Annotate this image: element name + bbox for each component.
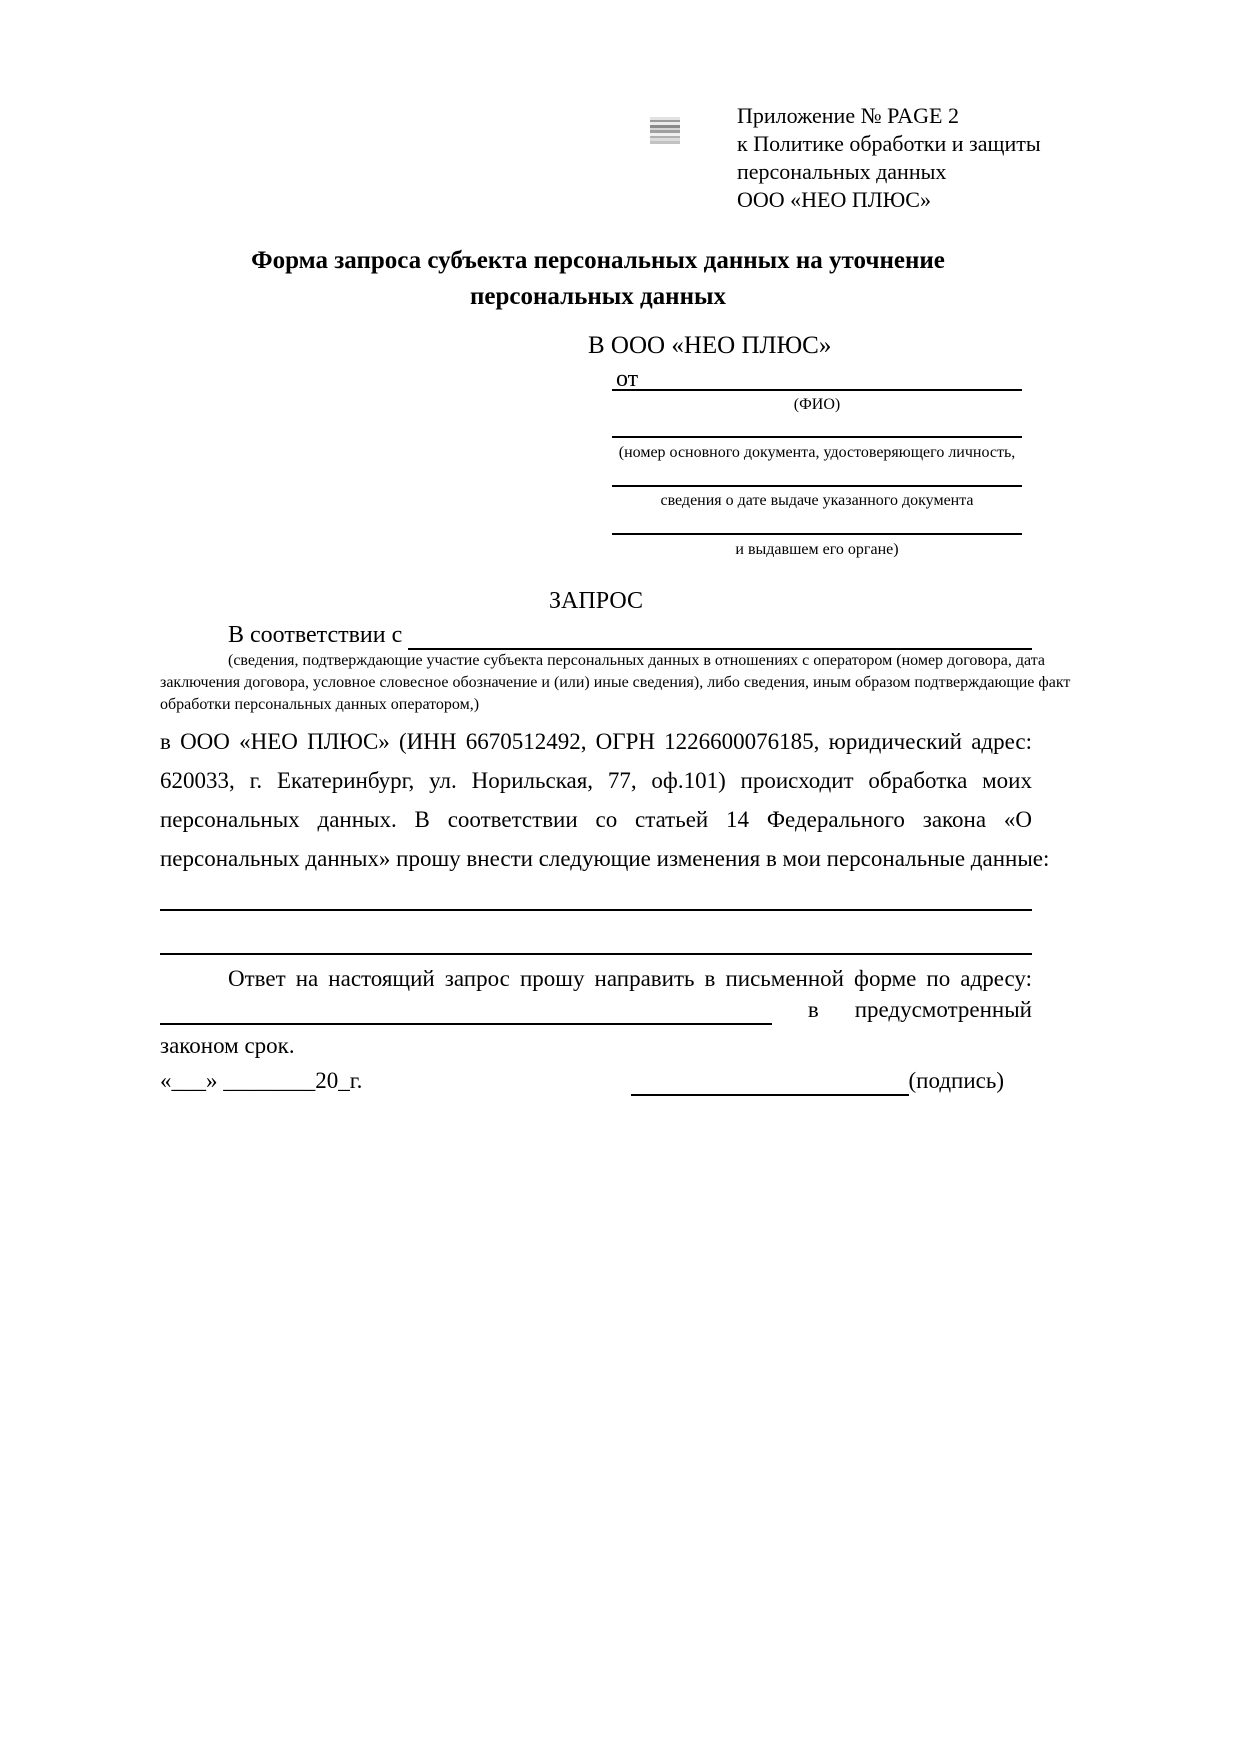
changes-blank-line-2 [160, 953, 1032, 955]
appendix-number-line: Приложение № PAGE 2 [737, 103, 959, 128]
document-title: Форма запроса субъекта персональных данных на уточнение персональных данных [251, 247, 945, 310]
text-line: обработки персональных данных оператором,) [160, 696, 480, 713]
intro-prefix: В соответствии с [228, 622, 403, 648]
reply-word-v: в [807, 997, 819, 1022]
text-line: 620033, г. Екатеринбург, ул. Норильская, 77, оф.101) происходит обработка моих [160, 768, 1032, 793]
doc-number-blank-line [612, 436, 1022, 438]
issue-date-blank-line [612, 485, 1022, 487]
doc-number-caption: (номер основного документа, удостоверяющего личность, [618, 444, 1016, 461]
text-line: заключения договора, условное словесное обозначение и (или) иные сведения), либо сведения, иным образом подтверждающие факт [160, 674, 1071, 691]
appendix-header [737, 102, 1041, 214]
request-body-paragraph [160, 722, 1050, 878]
reply-address-line [160, 995, 1032, 1025]
intro-blank-line [408, 622, 1032, 650]
from-label: от [616, 366, 639, 392]
issuer-blank-line [612, 533, 1022, 535]
text-line: персональных данных» прошу внести следующие изменения в мои персональные данные: [160, 846, 1050, 871]
fio-blank-line [612, 389, 1022, 391]
appendix-policy-line: к Политике обработки и защиты [737, 131, 1041, 156]
text-line: в ООО «НЕО ПЛЮС» (ИНН 6670512492, ОГРН 1226600076185, юридический адрес: [160, 729, 1032, 754]
signature-caption: (подпись) [908, 1068, 1004, 1093]
appendix-company-line: ООО «НЕО ПЛЮС» [737, 187, 931, 212]
address-blank-line [160, 997, 772, 1025]
reply-instruction-line: Ответ на настоящий запрос прошу направить в письменной форме по адресу: [228, 966, 1032, 991]
date-blank-text: «___» ________20_г. [160, 1068, 363, 1093]
text-line: персональных данных. В соответствии со статьей 14 Федерального закона «О [160, 807, 1032, 832]
blurred-image-artifact-icon [650, 117, 680, 144]
signature-blank-line [631, 1068, 909, 1096]
fio-caption: (ФИО) [793, 396, 841, 413]
appendix-policy-line2: персональных данных [737, 159, 947, 184]
changes-blank-line-1 [160, 909, 1032, 911]
footnote-explanation [160, 650, 1071, 716]
reply-word-term: предусмотренный [854, 997, 1032, 1022]
issuer-caption: и выдавшем его органе) [735, 541, 899, 558]
date-signature-row [160, 1066, 1032, 1096]
addressee-organization: В ООО «НЕО ПЛЮС» [588, 332, 832, 359]
request-heading: ЗАПРОС [549, 588, 643, 614]
signature-group [631, 1066, 1004, 1096]
reply-closing-line: законом срок. [160, 1033, 295, 1058]
intro-line [160, 620, 1032, 650]
text-line: (сведения, подтверждающие участие субъекта персональных данных в отношениях с оператором (номер договора, дата [228, 652, 1046, 669]
issue-date-caption: сведения о дате выдаче указанного документа [660, 492, 974, 509]
